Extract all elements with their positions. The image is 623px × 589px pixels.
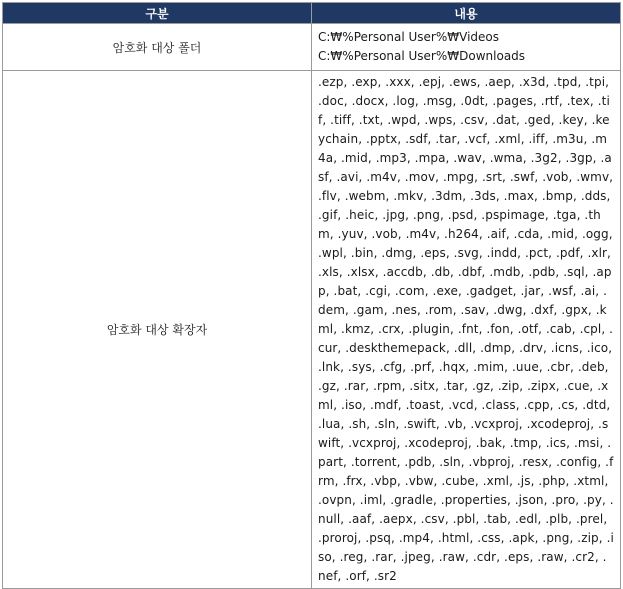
table-row (3, 24, 621, 71)
row-label-target-extensions: 암호화 대상 확장자 (3, 71, 312, 589)
info-table (2, 2, 621, 589)
header-content: 내용 (312, 3, 621, 24)
header-row (3, 3, 621, 24)
table-row (3, 71, 621, 589)
row-label-target-folder: 암호화 대상 폴더 (3, 24, 312, 71)
folder-path-downloads: C:₩%Personal User%₩Downloads (318, 49, 526, 63)
target-folder-list (312, 24, 621, 71)
target-extension-list: .ezp, .exp, .xxx, .epj, .ews, .aep, .x3d, .tpd, .tpi, .doc, .docx, .log, .msg, .0dt, .pages, .rtf, .tex, .tif, .tiff, .txt, .wpd, .wps, .csv, .dat, .ged, .key, .keychain, .pptx, .sdf, .tar, .vcf, .xml, .iff, .m3u, .m4a, .mid, .mp3, .mpa, .wav, .wma, .3g2, .3gp, .asf, .avi, .m4v, .mov, .mpg, .srt, .swf, .vob, .wmv, .flv, .webm, .mkv, .3dm, .3ds, .max, .bmp, .dds, .gif, .heic, .jpg, .png, .psd, .pspimage, .tga, .thm, .yuv, .vob, .m4v, .h264, .aif, .cda, .mid, .ogg, .wpl, .bin, .dmg, .eps, .svg, .indd, .pct, .pdf, .xlr, .xls, .xlsx, .accdb, .db, .dbf, .mdb, .pdb, .sql, .app, .bat, .cgi, .com, .exe, .gadget, .jar, .wsf, .ai, .dem, .gam, .nes, .rom, .sav, .dwg, .dxf, .gpx, .kml, .kmz, .crx, .plugin, .fnt, .fon, .otf, .cab, .cpl, .cur, .deskthemepack, .dll, .dmp, .drv, .icns, .ico, .lnk, .sys, .cfg, .prf, .hqx, .mim, .uue, .cbr, .deb, .gz, .rar, .rpm, .sitx, .tar, .gz, .zip, .zipx, .cue, .xml, .iso, .mdf, .toast, .vcd, .class, .cpp, .cs, .dtd, .lua, .sh, .sln, .swift, .vb, .vcxproj, .xcodeproj, .swift, .vcxproj, .xcodeproj, .bak, .tmp, .ics, .msi, .part, .torrent, .pdb, .sln, .vbproj, .resx, .config, .frm, .frx, .vbp, .vbw, .cube, .xml, .js, .php, .xtml, .ovpn, .iml, .gradle, .properties, .json, .pro, .py, .null, .aaf, .aepx, .csv, .pbl, .tab, .edl, .plb, .prel, .proroj, .psq, .mp4, .html, .css, .apk, .png, .zip, .iso, .reg, .rar, .jpeg, .raw, .cdr, .eps, .raw, .cr2, .nef, .orf, .sr2 (312, 71, 621, 589)
folder-path-videos: C:₩%Personal User%₩Videos (318, 30, 500, 44)
header-category: 구분 (3, 3, 312, 24)
